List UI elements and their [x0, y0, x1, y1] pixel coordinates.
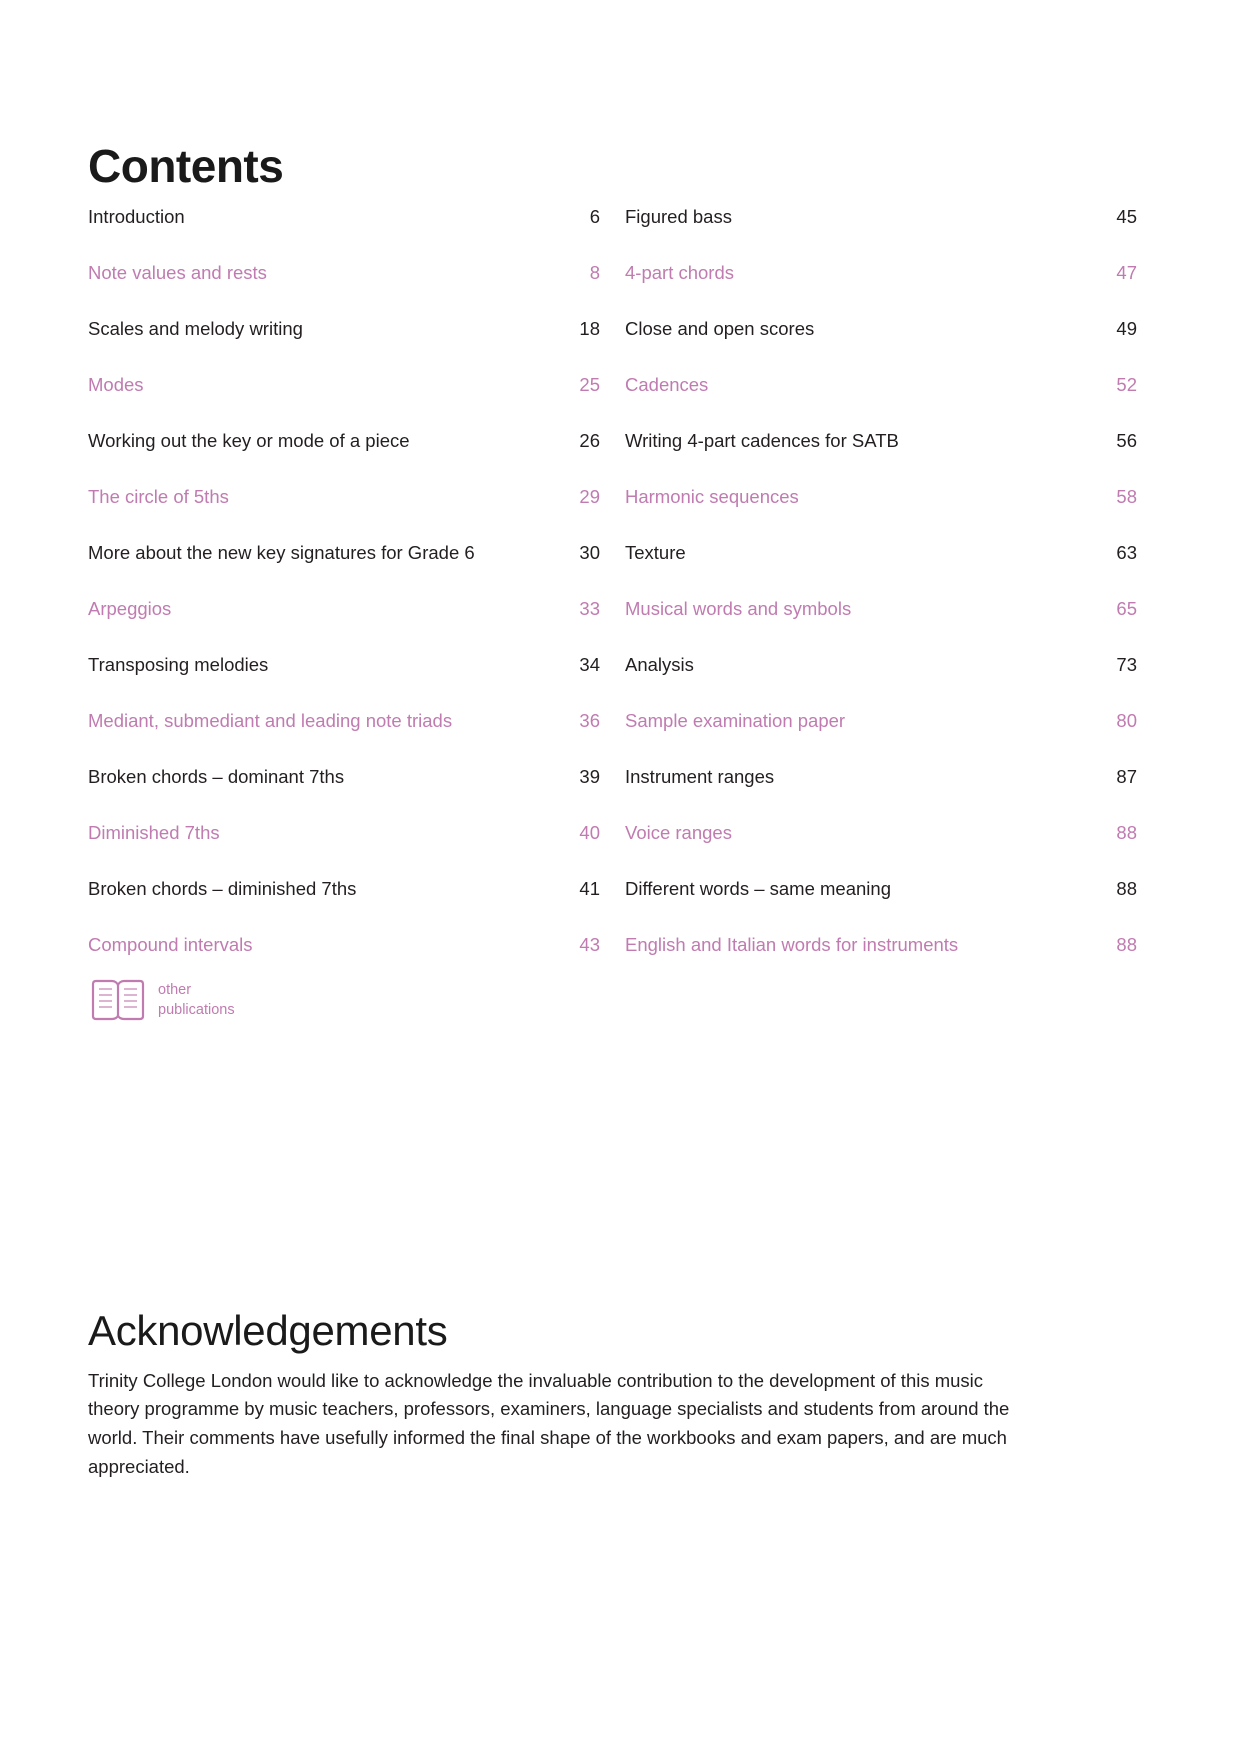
- acknowledgements-body: Trinity College London would like to acknowledge the invaluable contribution to the development of this music theory programme by music teachers, professors, examiners, language specialists and students from around the world. Their comments have usefully informed the final shape of the workbooks and exam papers, and are much appreciated.: [88, 1369, 1010, 1477]
- toc-leader-dots: [345, 771, 573, 783]
- toc-entry[interactable]: [88, 880, 600, 936]
- toc-leader-dots: [959, 939, 1110, 951]
- toc-leader-dots: [815, 323, 1110, 335]
- toc-entry-label: Writing 4-part cadences for SATB: [625, 430, 899, 451]
- toc-entry-label: Transposing melodies: [88, 654, 269, 675]
- toc-entry[interactable]: [625, 376, 1137, 432]
- toc-entry-page: 73: [1116, 654, 1137, 675]
- toc-leader-dots: [172, 603, 573, 615]
- toc-entry-page: 33: [579, 598, 600, 619]
- toc-entry-label: Diminished 7ths: [88, 822, 220, 843]
- toc-entry[interactable]: [88, 768, 600, 824]
- toc-entry-label: Cadences: [625, 374, 709, 395]
- toc-entry[interactable]: [88, 824, 600, 880]
- toc-entry-label: Instrument ranges: [625, 766, 775, 787]
- acknowledgements-title: Acknowledgements: [88, 1306, 448, 1354]
- toc-entry[interactable]: [625, 320, 1137, 376]
- toc-entry-label: Working out the key or mode of a piece: [88, 430, 410, 451]
- toc-entry[interactable]: [88, 544, 600, 600]
- toc-entry-page: 34: [579, 654, 600, 675]
- toc-leader-dots: [269, 659, 573, 671]
- toc-entry-label: Analysis: [625, 654, 694, 675]
- other-publications-line2: publications: [158, 1002, 235, 1018]
- toc-entry-label: Musical words and symbols: [625, 598, 852, 619]
- toc-entry-page: 88: [1116, 822, 1137, 843]
- toc-entry-page: 52: [1116, 374, 1137, 395]
- toc-entry-page: 41: [579, 878, 600, 899]
- toc-entry[interactable]: [625, 880, 1137, 936]
- toc-entry-label: Voice ranges: [625, 822, 732, 843]
- toc-column-right: [625, 208, 1137, 992]
- toc-entry-page: 45: [1116, 206, 1137, 227]
- toc-entry[interactable]: [625, 712, 1137, 768]
- toc-leader-dots: [735, 267, 1110, 279]
- toc-entry[interactable]: [625, 824, 1137, 880]
- toc-entry[interactable]: [88, 712, 600, 768]
- toc-leader-dots: [733, 827, 1110, 839]
- toc-entry-page: 56: [1116, 430, 1137, 451]
- toc-entry-page: 88: [1116, 878, 1137, 899]
- toc-leader-dots: [304, 323, 573, 335]
- toc-leader-dots: [846, 715, 1110, 727]
- toc-entry-page: 88: [1116, 934, 1137, 955]
- toc-leader-dots: [230, 491, 573, 503]
- toc-column-left: [88, 208, 600, 992]
- toc-entry[interactable]: [88, 264, 600, 320]
- toc-entry-label: 4-part chords: [625, 262, 734, 283]
- toc-entry-page: 6: [589, 206, 600, 227]
- toc-leader-dots: [145, 379, 573, 391]
- toc-leader-dots: [733, 211, 1110, 223]
- toc-entry[interactable]: [625, 264, 1137, 320]
- toc-entry-page: 18: [579, 318, 600, 339]
- toc-entry-label: Figured bass: [625, 206, 732, 227]
- toc-entry-page: 63: [1116, 542, 1137, 563]
- toc-entry-label: Different words – same meaning: [625, 878, 891, 899]
- toc-leader-dots: [695, 659, 1110, 671]
- toc-leader-dots: [775, 771, 1110, 783]
- toc-leader-dots: [476, 547, 573, 559]
- toc-leader-dots: [268, 267, 573, 279]
- toc-entry-page: 8: [589, 262, 600, 283]
- toc-leader-dots: [687, 547, 1110, 559]
- toc-entry-label: Arpeggios: [88, 598, 172, 619]
- toc-entry[interactable]: [88, 376, 600, 432]
- table-of-contents: [88, 208, 1153, 992]
- toc-entry[interactable]: [625, 544, 1137, 600]
- toc-entry-label: English and Italian words for instruments: [625, 934, 959, 955]
- toc-entry-page: 47: [1116, 262, 1137, 283]
- page-title: Contents: [88, 139, 284, 192]
- toc-entry[interactable]: [625, 488, 1137, 544]
- toc-leader-dots: [453, 715, 573, 727]
- toc-entry-label: Mediant, submediant and leading note triads: [88, 710, 453, 731]
- toc-entry-label: More about the new key signatures for Grade 6: [88, 542, 475, 563]
- toc-entry[interactable]: [88, 488, 600, 544]
- toc-leader-dots: [852, 603, 1110, 615]
- toc-entry-label: Note values and rests: [88, 262, 267, 283]
- toc-entry-label: Compound intervals: [88, 934, 253, 955]
- toc-entry-label: Sample examination paper: [625, 710, 846, 731]
- toc-entry-label: Scales and melody writing: [88, 318, 303, 339]
- toc-entry-page: 30: [579, 542, 600, 563]
- toc-entry-label: Harmonic sequences: [625, 486, 799, 507]
- toc-leader-dots: [709, 379, 1110, 391]
- toc-entry[interactable]: [625, 936, 1137, 992]
- other-publications[interactable]: [90, 978, 235, 1024]
- toc-entry-label: The circle of 5ths: [88, 486, 229, 507]
- toc-leader-dots: [892, 883, 1110, 895]
- toc-entry-page: 43: [579, 934, 600, 955]
- toc-entry[interactable]: [88, 656, 600, 712]
- toc-entry-page: 26: [579, 430, 600, 451]
- toc-leader-dots: [221, 827, 573, 839]
- toc-leader-dots: [411, 435, 573, 447]
- toc-entry-label: Broken chords – diminished 7ths: [88, 878, 357, 899]
- toc-entry[interactable]: [88, 320, 600, 376]
- toc-entry-label: Modes: [88, 374, 144, 395]
- toc-entry[interactable]: [625, 768, 1137, 824]
- toc-entry[interactable]: [88, 208, 600, 264]
- toc-entry-page: 58: [1116, 486, 1137, 507]
- toc-entry-page: 40: [579, 822, 600, 843]
- toc-entry-label: Broken chords – dominant 7ths: [88, 766, 345, 787]
- other-publications-line1: other: [158, 982, 192, 999]
- open-book-icon: [90, 978, 146, 1024]
- toc-entry-page: 25: [579, 374, 600, 395]
- toc-leader-dots: [800, 491, 1110, 503]
- toc-entry[interactable]: [88, 600, 600, 656]
- toc-entry[interactable]: [625, 432, 1137, 488]
- toc-leader-dots: [357, 883, 573, 895]
- toc-entry-page: 29: [579, 486, 600, 507]
- toc-entry-page: 65: [1116, 598, 1137, 619]
- toc-entry-page: 80: [1116, 710, 1137, 731]
- toc-entry-label: Close and open scores: [625, 318, 815, 339]
- toc-entry-page: 39: [579, 766, 600, 787]
- other-publications-label: [158, 981, 235, 1020]
- toc-entry-label: Texture: [625, 542, 686, 563]
- toc-leader-dots: [900, 435, 1110, 447]
- toc-entry-page: 36: [579, 710, 600, 731]
- toc-entry[interactable]: [625, 208, 1137, 264]
- toc-leader-dots: [186, 211, 573, 223]
- toc-entry[interactable]: [625, 656, 1137, 712]
- toc-entry[interactable]: [88, 432, 600, 488]
- toc-leader-dots: [254, 939, 573, 951]
- toc-entry[interactable]: [625, 600, 1137, 656]
- toc-entry-page: 87: [1116, 766, 1137, 787]
- toc-entry-page: 49: [1116, 318, 1137, 339]
- toc-entry-label: Introduction: [88, 206, 185, 227]
